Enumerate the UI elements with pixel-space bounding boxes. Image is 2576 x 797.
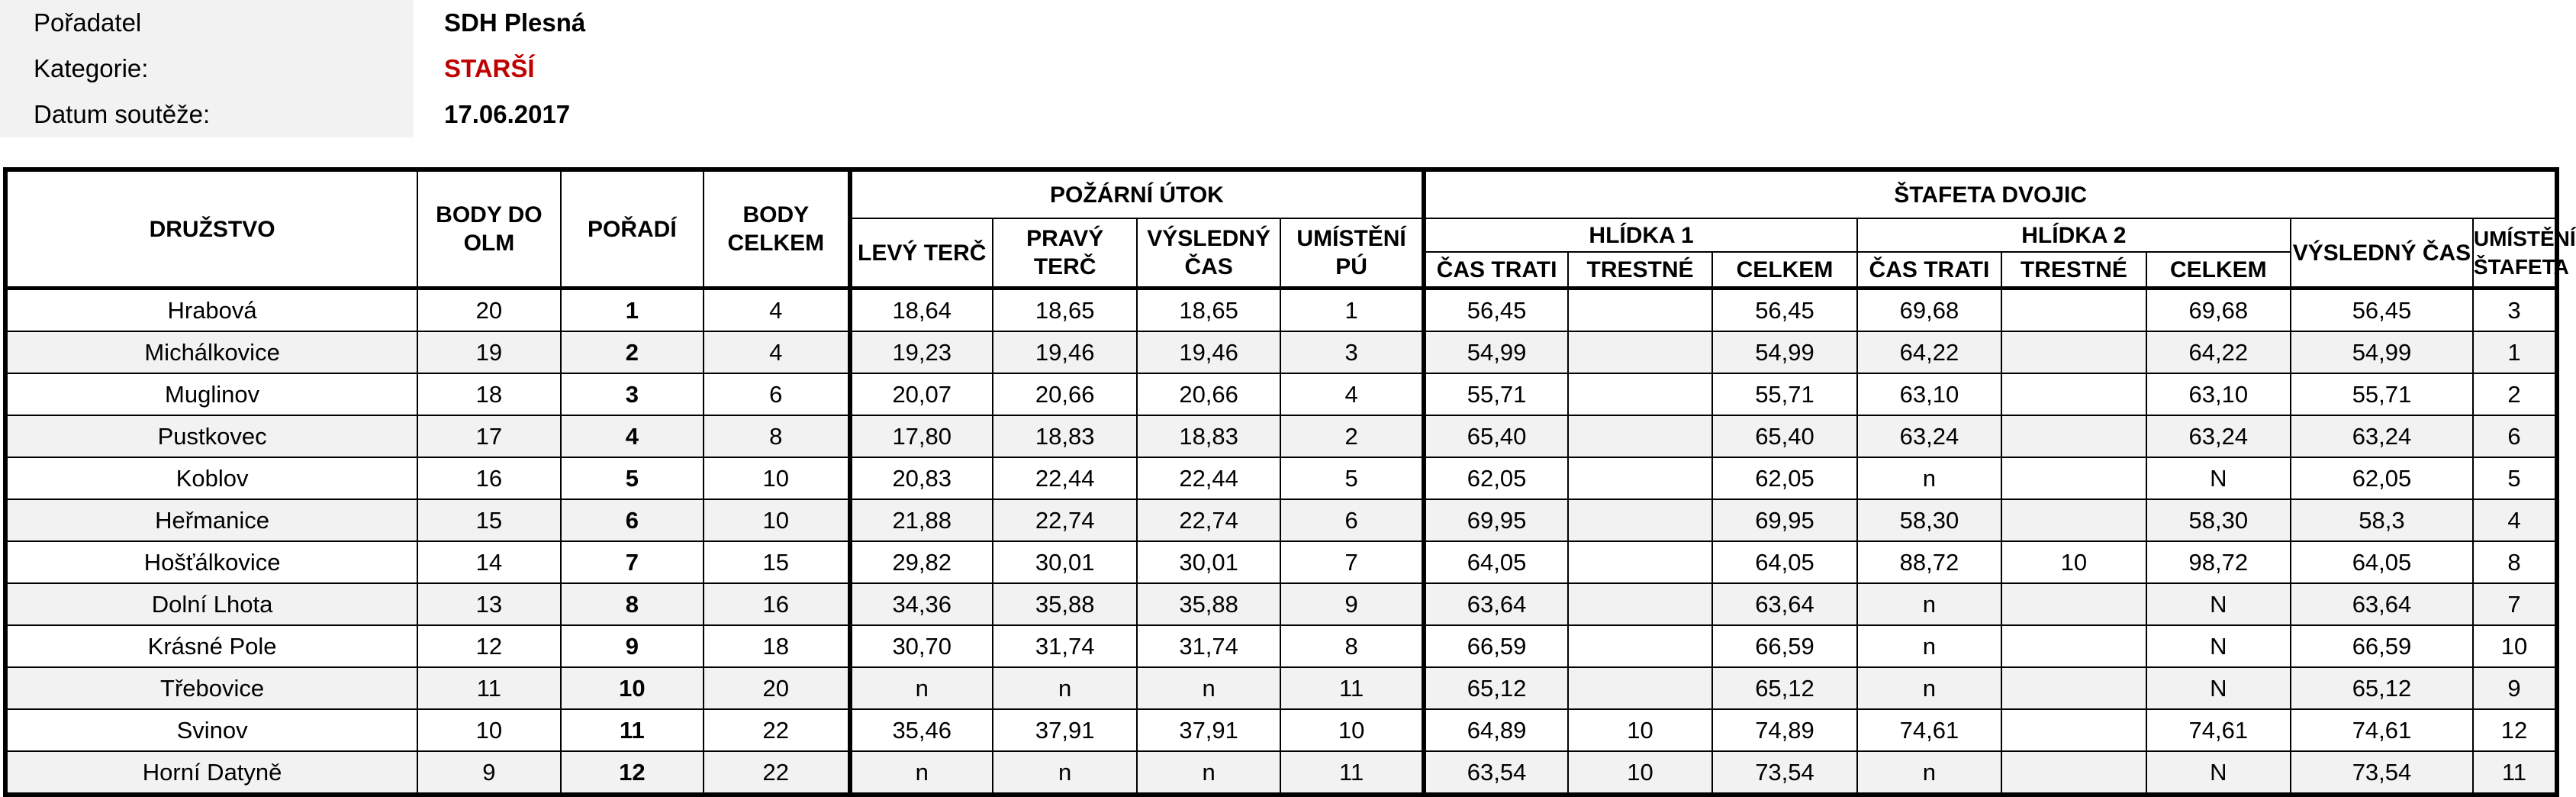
relay-placement-cell: 5 [2473, 457, 2557, 499]
p2-total-cell: N [2146, 667, 2291, 709]
p1-penalty-cell: 10 [1568, 709, 1712, 751]
left-target-cell: 20,83 [850, 457, 993, 499]
header-result-time: VÝSLEDNÝ ČAS [1137, 218, 1280, 289]
placement-pu-cell: 1 [1280, 289, 1425, 332]
points-olm-cell: 15 [417, 499, 560, 541]
result-time-cell: 37,91 [1137, 709, 1280, 751]
team-cell: Michálkovice [5, 331, 417, 373]
team-cell: Dolní Lhota [5, 583, 417, 625]
table-row [5, 541, 2557, 583]
table-row [5, 457, 2557, 499]
relay-result-time-cell: 58,3 [2291, 499, 2473, 541]
organizer-value: SDH Plesná [444, 8, 586, 37]
header-patrol-2: HLÍDKA 2 [1857, 218, 2291, 252]
relay-placement-cell: 7 [2473, 583, 2557, 625]
p1-total-cell: 56,45 [1712, 289, 1856, 332]
result-time-cell: 35,88 [1137, 583, 1280, 625]
p1-track-time-cell: 65,12 [1424, 667, 1567, 709]
p2-penalty-cell [2001, 499, 2146, 541]
relay-result-time-cell: 56,45 [2291, 289, 2473, 332]
table-row [5, 751, 2557, 795]
points-olm-cell: 18 [417, 373, 560, 415]
placement-pu-cell: 2 [1280, 415, 1425, 457]
result-time-cell: 19,46 [1137, 331, 1280, 373]
p2-penalty-cell: 10 [2001, 541, 2146, 583]
left-target-cell: 20,07 [850, 373, 993, 415]
p1-penalty-cell [1568, 373, 1712, 415]
header-fire-attack: POŽÁRNÍ ÚTOK [850, 169, 1425, 218]
p2-track-time-cell: n [1857, 667, 2001, 709]
header-p2-total: CELKEM [2146, 252, 2291, 289]
points-total-cell: 10 [704, 457, 849, 499]
points-olm-cell: 16 [417, 457, 560, 499]
p2-penalty-cell [2001, 625, 2146, 667]
placement-pu-cell: 9 [1280, 583, 1425, 625]
table-row [5, 709, 2557, 751]
relay-result-time-cell: 62,05 [2291, 457, 2473, 499]
points-total-cell: 20 [704, 667, 849, 709]
p2-penalty-cell [2001, 289, 2146, 332]
left-target-cell: 29,82 [850, 541, 993, 583]
p2-total-cell: N [2146, 457, 2291, 499]
relay-result-time-cell: 54,99 [2291, 331, 2473, 373]
left-target-cell: 34,36 [850, 583, 993, 625]
right-target-cell: 37,91 [993, 709, 1137, 751]
header-p1-total: CELKEM [1712, 252, 1856, 289]
p1-track-time-cell: 63,64 [1424, 583, 1567, 625]
result-time-cell: 30,01 [1137, 541, 1280, 583]
team-cell: Koblov [5, 457, 417, 499]
header-points-total: BODY CELKEM [704, 169, 849, 289]
p1-track-time-cell: 69,95 [1424, 499, 1567, 541]
p2-penalty-cell [2001, 331, 2146, 373]
p2-total-cell: N [2146, 751, 2291, 795]
p2-total-cell: 98,72 [2146, 541, 2291, 583]
points-olm-cell: 14 [417, 541, 560, 583]
left-target-cell: n [850, 667, 993, 709]
p2-track-time-cell: n [1857, 751, 2001, 795]
rank-cell: 2 [561, 331, 704, 373]
points-olm-cell: 20 [417, 289, 560, 332]
p1-penalty-cell [1568, 289, 1712, 332]
header-rank: POŘADÍ [561, 169, 704, 289]
header-p2-track-time: ČAS TRATI [1857, 252, 2001, 289]
placement-pu-cell: 6 [1280, 499, 1425, 541]
rank-cell: 9 [561, 625, 704, 667]
p2-total-cell: 63,10 [2146, 373, 2291, 415]
p2-total-cell: N [2146, 625, 2291, 667]
p1-track-time-cell: 63,54 [1424, 751, 1567, 795]
points-olm-cell: 9 [417, 751, 560, 795]
table-row [5, 499, 2557, 541]
placement-pu-cell: 8 [1280, 625, 1425, 667]
relay-result-time-cell: 74,61 [2291, 709, 2473, 751]
team-cell: Horní Datyně [5, 751, 417, 795]
header-right-target: PRAVÝ TERČ [993, 218, 1137, 289]
right-target-cell: n [993, 751, 1137, 795]
relay-placement-cell: 2 [2473, 373, 2557, 415]
points-olm-cell: 13 [417, 583, 560, 625]
rank-cell: 8 [561, 583, 704, 625]
relay-placement-cell: 1 [2473, 331, 2557, 373]
p1-total-cell: 69,95 [1712, 499, 1856, 541]
p1-total-cell: 55,71 [1712, 373, 1856, 415]
table-row [5, 373, 2557, 415]
left-target-cell: 18,64 [850, 289, 993, 332]
team-cell: Svinov [5, 709, 417, 751]
left-target-cell: 21,88 [850, 499, 993, 541]
p2-track-time-cell: 63,10 [1857, 373, 2001, 415]
date-row [0, 92, 687, 137]
p1-track-time-cell: 64,05 [1424, 541, 1567, 583]
p2-total-cell: 69,68 [2146, 289, 2291, 332]
p1-total-cell: 64,05 [1712, 541, 1856, 583]
points-total-cell: 4 [704, 331, 849, 373]
p2-penalty-cell [2001, 709, 2146, 751]
p2-penalty-cell [2001, 457, 2146, 499]
p1-penalty-cell: 10 [1568, 751, 1712, 795]
result-time-cell: 22,74 [1137, 499, 1280, 541]
points-total-cell: 8 [704, 415, 849, 457]
right-target-cell: 22,44 [993, 457, 1137, 499]
p2-track-time-cell: 74,61 [1857, 709, 2001, 751]
organizer-row [0, 0, 687, 46]
right-target-cell: 19,46 [993, 331, 1137, 373]
header-left-target: LEVÝ TERČ [850, 218, 993, 289]
p1-track-time-cell: 55,71 [1424, 373, 1567, 415]
placement-pu-cell: 11 [1280, 751, 1425, 795]
points-olm-cell: 10 [417, 709, 560, 751]
p1-penalty-cell [1568, 541, 1712, 583]
p1-penalty-cell [1568, 667, 1712, 709]
header-p2-penalty: TRESTNÉ [2001, 252, 2146, 289]
team-cell: Hrabová [5, 289, 417, 332]
relay-result-time-cell: 64,05 [2291, 541, 2473, 583]
left-target-cell: 30,70 [850, 625, 993, 667]
result-time-cell: n [1137, 751, 1280, 795]
p2-track-time-cell: n [1857, 583, 2001, 625]
p2-penalty-cell [2001, 415, 2146, 457]
relay-placement-cell: 10 [2473, 625, 2557, 667]
relay-placement-cell: 6 [2473, 415, 2557, 457]
p2-total-cell: 64,22 [2146, 331, 2291, 373]
header-patrol-1: HLÍDKA 1 [1424, 218, 1856, 252]
points-total-cell: 22 [704, 709, 849, 751]
rank-cell: 5 [561, 457, 704, 499]
p2-track-time-cell: n [1857, 625, 2001, 667]
p1-total-cell: 74,89 [1712, 709, 1856, 751]
organizer-label: Pořadatel [0, 0, 414, 46]
placement-pu-cell: 11 [1280, 667, 1425, 709]
header-points-olm: BODY DO OLM [417, 169, 560, 289]
rank-cell: 4 [561, 415, 704, 457]
points-total-cell: 4 [704, 289, 849, 332]
p2-total-cell: N [2146, 583, 2291, 625]
relay-result-time-cell: 66,59 [2291, 625, 2473, 667]
right-target-cell: 20,66 [993, 373, 1137, 415]
rank-cell: 6 [561, 499, 704, 541]
points-total-cell: 15 [704, 541, 849, 583]
result-time-cell: 18,83 [1137, 415, 1280, 457]
p1-track-time-cell: 54,99 [1424, 331, 1567, 373]
table-row [5, 289, 2557, 332]
header-relay: ŠTAFETA DVOJIC [1424, 169, 2557, 218]
p2-total-cell: 63,24 [2146, 415, 2291, 457]
p2-track-time-cell: 69,68 [1857, 289, 2001, 332]
table-row [5, 625, 2557, 667]
category-row [0, 46, 687, 92]
results-table [3, 167, 2576, 797]
rank-cell: 11 [561, 709, 704, 751]
relay-placement-cell: 4 [2473, 499, 2557, 541]
p1-penalty-cell [1568, 331, 1712, 373]
p2-track-time-cell: 58,30 [1857, 499, 2001, 541]
left-target-cell: 17,80 [850, 415, 993, 457]
right-target-cell: 31,74 [993, 625, 1137, 667]
p1-track-time-cell: 65,40 [1424, 415, 1567, 457]
p1-track-time-cell: 66,59 [1424, 625, 1567, 667]
points-total-cell: 10 [704, 499, 849, 541]
right-target-cell: 18,65 [993, 289, 1137, 332]
result-time-cell: 20,66 [1137, 373, 1280, 415]
left-target-cell: n [850, 751, 993, 795]
result-time-cell: 22,44 [1137, 457, 1280, 499]
placement-pu-cell: 5 [1280, 457, 1425, 499]
p1-track-time-cell: 64,89 [1424, 709, 1567, 751]
placement-pu-cell: 3 [1280, 331, 1425, 373]
category-label: Kategorie: [0, 46, 414, 92]
placement-pu-cell: 10 [1280, 709, 1425, 751]
p1-penalty-cell [1568, 415, 1712, 457]
date-label: Datum soutěže: [0, 92, 414, 137]
p2-track-time-cell: n [1857, 457, 2001, 499]
table-row [5, 331, 2557, 373]
relay-result-time-cell: 65,12 [2291, 667, 2473, 709]
rank-cell: 1 [561, 289, 704, 332]
points-total-cell: 18 [704, 625, 849, 667]
header-p1-penalty: TRESTNÉ [1568, 252, 1712, 289]
team-cell: Krásné Pole [5, 625, 417, 667]
p1-track-time-cell: 56,45 [1424, 289, 1567, 332]
p2-penalty-cell [2001, 667, 2146, 709]
team-cell: Heřmanice [5, 499, 417, 541]
p1-total-cell: 63,64 [1712, 583, 1856, 625]
p1-total-cell: 66,59 [1712, 625, 1856, 667]
p1-penalty-cell [1568, 499, 1712, 541]
p1-penalty-cell [1568, 625, 1712, 667]
header-relay-result-time: VÝSLEDNÝ ČAS [2291, 218, 2473, 289]
header-p1-track-time: ČAS TRATI [1424, 252, 1567, 289]
result-time-cell: 31,74 [1137, 625, 1280, 667]
result-time-cell: n [1137, 667, 1280, 709]
p2-total-cell: 58,30 [2146, 499, 2291, 541]
team-cell: Pustkovec [5, 415, 417, 457]
rank-cell: 10 [561, 667, 704, 709]
p2-total-cell: 74,61 [2146, 709, 2291, 751]
relay-result-time-cell: 55,71 [2291, 373, 2473, 415]
relay-placement-cell: 12 [2473, 709, 2557, 751]
right-target-cell: 30,01 [993, 541, 1137, 583]
right-target-cell: 22,74 [993, 499, 1137, 541]
placement-pu-cell: 7 [1280, 541, 1425, 583]
category-value: STARŠÍ [444, 54, 535, 82]
table-row [5, 583, 2557, 625]
header-relay-placement: UMÍSTĚNÍ ŠTAFETA [2473, 218, 2557, 289]
rank-cell: 12 [561, 751, 704, 795]
p1-track-time-cell: 62,05 [1424, 457, 1567, 499]
p1-penalty-cell [1568, 583, 1712, 625]
points-total-cell: 6 [704, 373, 849, 415]
relay-result-time-cell: 63,24 [2291, 415, 2473, 457]
points-total-cell: 22 [704, 751, 849, 795]
p2-penalty-cell [2001, 583, 2146, 625]
right-target-cell: n [993, 667, 1137, 709]
left-target-cell: 35,46 [850, 709, 993, 751]
points-olm-cell: 12 [417, 625, 560, 667]
rank-cell: 3 [561, 373, 704, 415]
right-target-cell: 18,83 [993, 415, 1137, 457]
p1-total-cell: 65,12 [1712, 667, 1856, 709]
p2-track-time-cell: 88,72 [1857, 541, 2001, 583]
table-row [5, 667, 2557, 709]
relay-placement-cell: 3 [2473, 289, 2557, 332]
relay-placement-cell: 9 [2473, 667, 2557, 709]
p2-penalty-cell [2001, 373, 2146, 415]
points-olm-cell: 19 [417, 331, 560, 373]
relay-result-time-cell: 73,54 [2291, 751, 2473, 795]
table-row [5, 415, 2557, 457]
right-target-cell: 35,88 [993, 583, 1137, 625]
team-cell: Hošťálkovice [5, 541, 417, 583]
points-olm-cell: 11 [417, 667, 560, 709]
placement-pu-cell: 4 [1280, 373, 1425, 415]
relay-placement-cell: 11 [2473, 751, 2557, 795]
relay-placement-cell: 8 [2473, 541, 2557, 583]
points-total-cell: 16 [704, 583, 849, 625]
p1-total-cell: 73,54 [1712, 751, 1856, 795]
p2-track-time-cell: 64,22 [1857, 331, 2001, 373]
date-value: 17.06.2017 [444, 100, 571, 128]
p1-total-cell: 62,05 [1712, 457, 1856, 499]
left-target-cell: 19,23 [850, 331, 993, 373]
p2-track-time-cell: 63,24 [1857, 415, 2001, 457]
team-cell: Třebovice [5, 667, 417, 709]
header-team: DRUŽSTVO [5, 169, 417, 289]
header-placement-pu: UMÍSTĚNÍ PÚ [1280, 218, 1425, 289]
p1-penalty-cell [1568, 457, 1712, 499]
points-olm-cell: 17 [417, 415, 560, 457]
p2-penalty-cell [2001, 751, 2146, 795]
p1-total-cell: 54,99 [1712, 331, 1856, 373]
relay-result-time-cell: 63,64 [2291, 583, 2473, 625]
team-cell: Muglinov [5, 373, 417, 415]
result-time-cell: 18,65 [1137, 289, 1280, 332]
p1-total-cell: 65,40 [1712, 415, 1856, 457]
rank-cell: 7 [561, 541, 704, 583]
